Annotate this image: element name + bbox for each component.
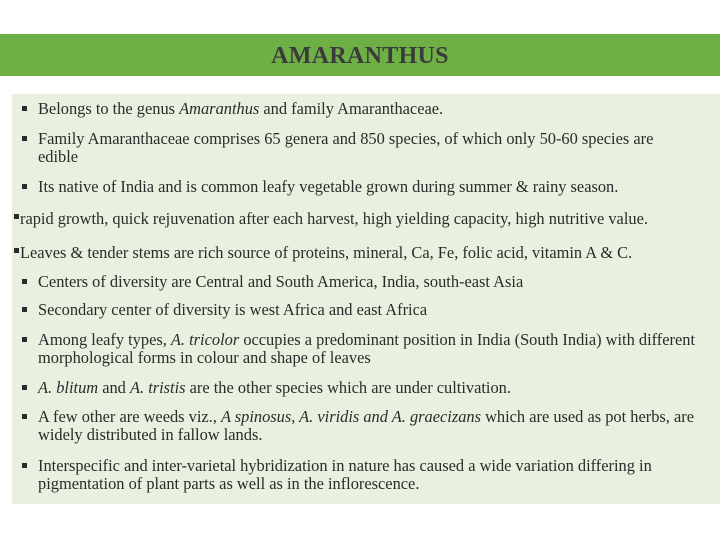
bullet-marker — [22, 307, 27, 312]
bullet-text: morphological forms in colour and shape of leaves — [38, 348, 371, 367]
bullet-text: widely distributed in fallow lands. — [38, 425, 263, 444]
content-panel — [12, 94, 720, 504]
bullet-text: Its native of India and is common leafy vegetable grown during summer & rainy season. — [38, 177, 619, 196]
bullet-marker — [22, 279, 27, 284]
bullet-text: Leaves & tender stems are rich source of proteins, mineral, Ca, Fe, folic acid, vitamin A & C. — [20, 243, 633, 262]
bullet-text: rapid growth, quick rejuvenation after each harvest, high yielding capacity, high nutritive value. — [20, 209, 648, 228]
bullet-text: Family Amaranthaceae comprises 65 genera and 850 species, of which only 50-60 species are — [38, 129, 654, 148]
bullet-marker — [22, 184, 27, 189]
bullet-text: pigmentation of plant parts as well as in the inflorescence. — [38, 474, 420, 493]
bullet-text: Belongs to the genus Amaranthus and family Amaranthaceae. — [38, 99, 444, 118]
title-bar — [0, 34, 720, 76]
bullet-text: A few other are weeds viz., A spinosus, A. viridis and A. graecizans which are used as pot herbs, are — [38, 407, 694, 426]
bullet-text: Among leafy types, A. tricolor occupies a predominant position in India (South India) with different — [38, 330, 696, 349]
bullet-marker — [22, 385, 27, 390]
bullet-marker — [22, 136, 27, 141]
bullet-marker — [14, 214, 19, 219]
bullet-marker — [22, 414, 27, 419]
bullet-text: edible — [38, 147, 79, 166]
bullet-text: Centers of diversity are Central and South America, India, south-east Asia — [38, 272, 524, 291]
bullet-text: Interspecific and inter-varietal hybridization in nature has caused a wide variation differing in — [38, 456, 652, 475]
slide-title: AMARANTHUS — [271, 43, 449, 69]
bullet-marker — [22, 106, 27, 111]
bullet-marker — [14, 248, 19, 253]
bullet-text: A. blitum and A. tristis are the other species which are under cultivation. — [38, 378, 511, 397]
bullet-text: Secondary center of diversity is west Africa and east Africa — [38, 300, 428, 319]
bullet-marker — [22, 463, 27, 468]
bullet-marker — [22, 337, 27, 342]
